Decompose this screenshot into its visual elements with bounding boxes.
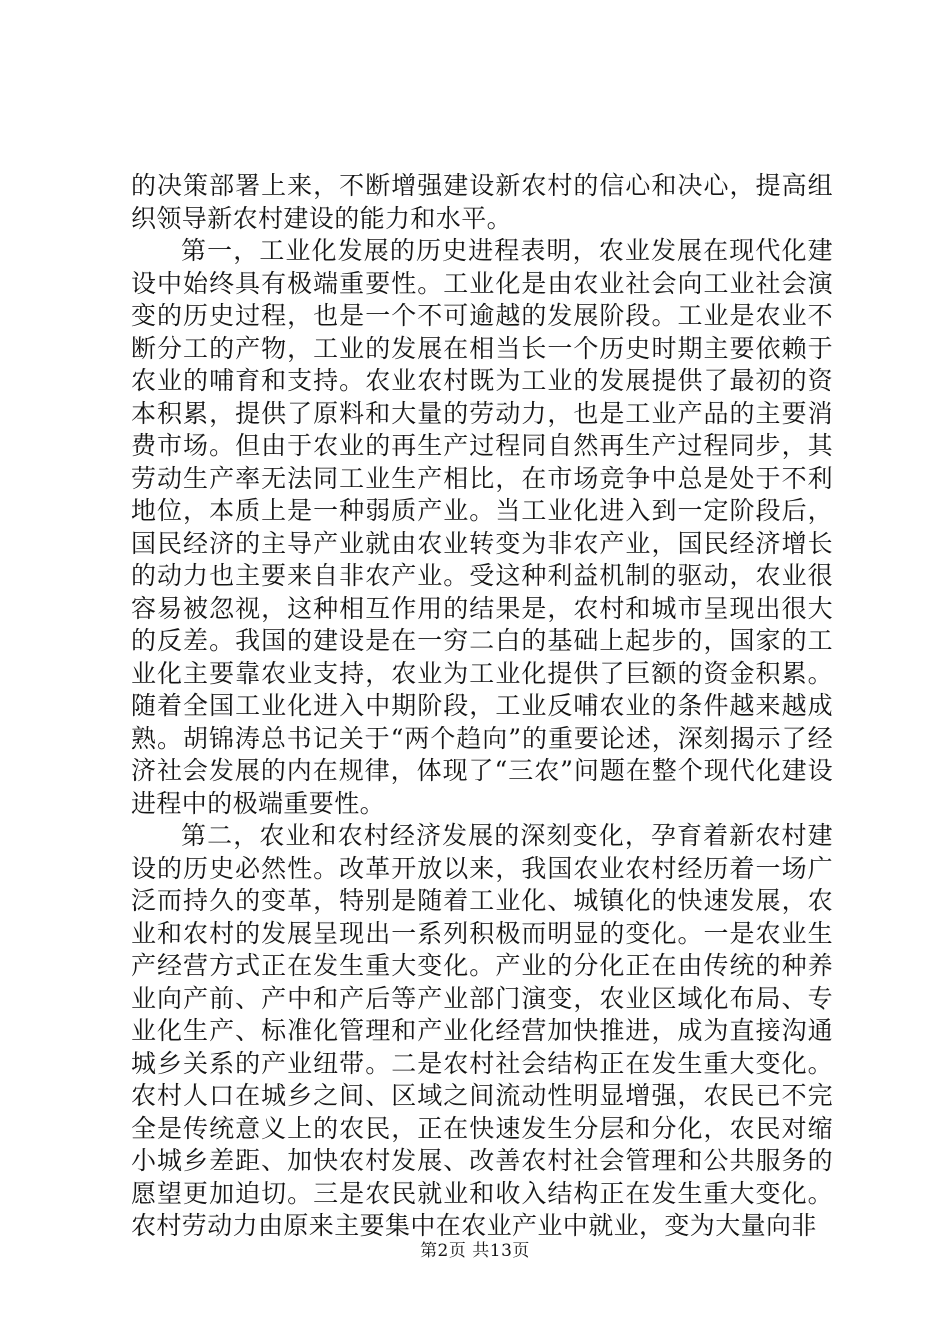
paragraph-continuation: 的决策部署上来，不断增强建设新农村的信心和决心，提高组织领导新农村建设的能力和水平。 bbox=[131, 171, 833, 233]
paragraph-second-point: 第二，农业和农村经济发展的深刻变化，孕育着新农村建设的历史必然性。改革开放以来，我国农业农村经历着一场广泛而持久的变革，特别是随着工业化、城镇化的快速发展，农业和农村的发展呈现出一系列积极而明显的变化。一是农业生产经营方式正在发生重大变化。产业的分化正在由传统的种养业向产前、产中和产后等产业部门演变，农业区域化布局、专业化生产、标准化管理和产业化经营加快推进，成为直接沟通城乡关系的产业纽带。二是农村社会结构正在发生重大变化。农村人口在城乡之间、区域之间流动性明显增强，农民已不完全是传统意义上的农民，正在快速发生分层和分化，农民对缩小城乡差距、加快农村发展、改善农村社会管理和公共服务的愿望更加迫切。三是农民就业和收入结构正在发生重大变化。农村劳动力由原来主要集中在农业产业中就业，变为大量向非 bbox=[131, 821, 833, 1240]
paragraph-first-point: 第一，工业化发展的历史进程表明，农业发展在现代化建设中始终具有极端重要性。工业化是由农业社会向工业社会演变的历史过程，也是一个不可逾越的发展阶段。工业是农业不断分工的产物，工业的发展在相当长一个历史时期主要依赖于农业的哺育和支持。农业农村既为工业的发展提供了最初的资本积累，提供了原料和大量的劳动力，也是工业产品的主要消费市场。但由于农业的再生产过程同自然再生产过程同步，其劳动生产率无法同工业生产相比，在市场竞争中总是处于不利地位，本质上是一种弱质产业。当工业化进入到一定阶段后，国民经济的主导产业就由农业转变为非农产业，国民经济增长的动力也主要来自非农产业。受这种利益机制的驱动，农业很容易被忽视，这种相互作用的结果是，农村和城市呈现出很大的反差。我国的建设是在一穷二白的基础上起步的，国家的工业化主要靠农业支持，农业为工业化提供了巨额的资金积累。随着全国工业化进入中期阶段，工业反哺农业的条件越来越成熟。胡锦涛总书记关于“两个趋向”的重要论述，深刻揭示了经济社会发展的内在规律，体现了“三农”问题在整个现代化建设进程中的极端重要性。 bbox=[131, 236, 833, 818]
page-number-footer: 第2页 共13页 bbox=[420, 1241, 530, 1261]
document-body bbox=[131, 170, 833, 1243]
